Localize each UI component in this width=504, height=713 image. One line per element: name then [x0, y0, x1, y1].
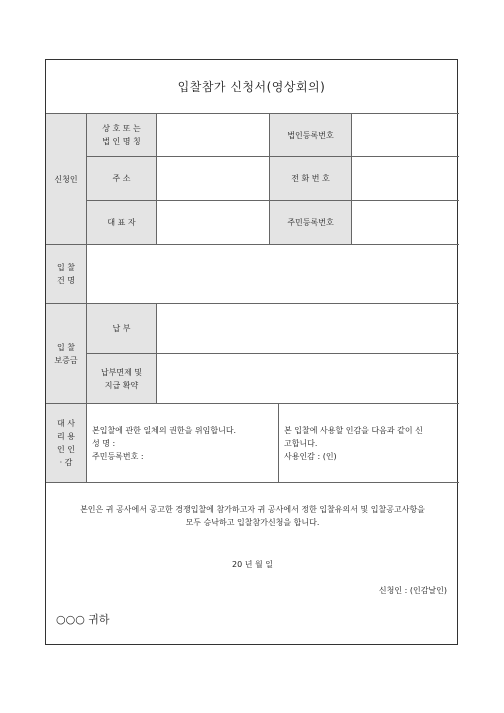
phone-field[interactable]: [352, 157, 459, 200]
signature-line: 신청인 : (인감날인): [378, 586, 447, 595]
payment-waiver-field[interactable]: [157, 354, 459, 403]
company-reg-field[interactable]: [352, 114, 459, 156]
application-statement: 본인은 귀 공사에서 공고한 경쟁입찰에 참가하고자 귀 공사에서 정한 입찰유의서 및 입찰공고사항을 모두 승낙하고 입찰참가신청을 합니다.: [80, 505, 425, 527]
agent-seal-label: 대 사 리 용 인 인 · 감: [46, 404, 86, 482]
divider: [46, 403, 459, 404]
seal-declaration-text: 본 입찰에 사용할 인감을 다음과 같이 신 고합니다. 사용인감 : (인): [284, 426, 423, 461]
company-name-label: 상 호 또 는 법 인 명 칭: [87, 114, 156, 156]
applicant-label: 신청인: [46, 114, 86, 244]
address-field[interactable]: [157, 157, 269, 200]
payment-waiver-label: 납부면제 및 지급 확약: [87, 354, 156, 403]
divider: [46, 482, 459, 483]
representative-field[interactable]: [157, 201, 269, 244]
address-label: 주 소: [87, 157, 156, 200]
form-title: 입찰참가 신청서(영상회의): [177, 80, 326, 94]
resident-reg-field[interactable]: [352, 201, 459, 244]
resident-reg-label: 주민등록번호: [270, 201, 351, 244]
phone-label: 전 화 번 호: [270, 157, 351, 200]
addressee: ○○○ 귀하: [56, 613, 110, 626]
bid-item-label: 입 찰 건 명: [46, 245, 86, 303]
payment-label: 납 부: [87, 304, 156, 353]
divider: [278, 403, 279, 482]
payment-field[interactable]: [157, 304, 459, 353]
bid-item-field[interactable]: [87, 245, 459, 303]
date-line: 20 년 월 일: [232, 560, 273, 569]
application-form: [45, 59, 458, 645]
company-name-field[interactable]: [157, 114, 269, 156]
agent-delegation-text: 본입찰에 관한 일체의 권한을 위임합니다. 성 명 : 주민등록번호 :: [92, 426, 237, 461]
company-reg-label: 법인등록번호: [270, 114, 351, 156]
representative-label: 대 표 자: [87, 201, 156, 244]
bid-bond-label: 입 찰 보증금: [46, 304, 86, 403]
